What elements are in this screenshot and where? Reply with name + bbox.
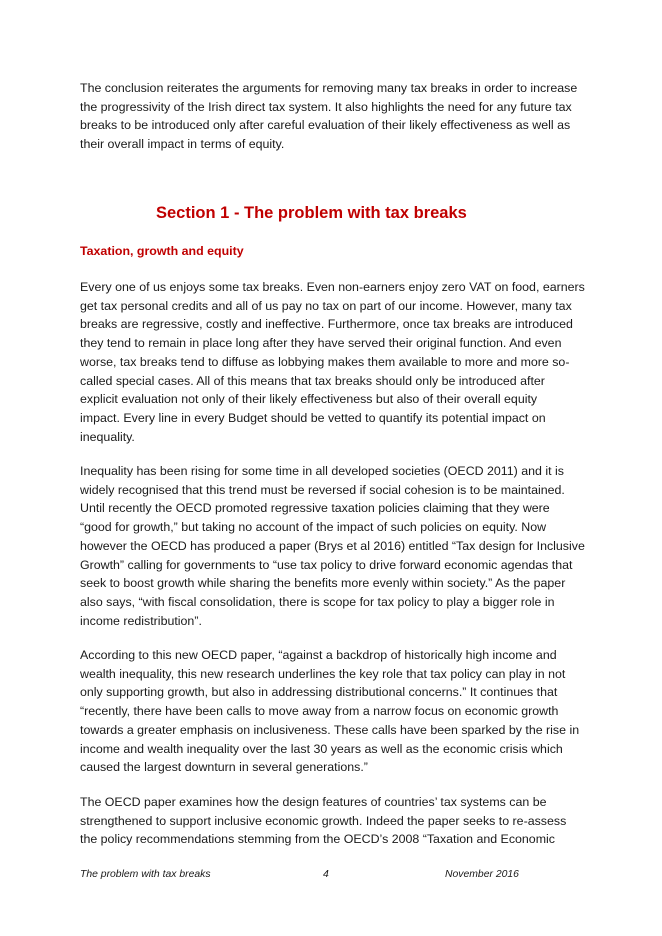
footer-date: November 2016 (445, 869, 519, 880)
text-line: Growth” calling for governments to “use tax policy to drive forward economic agendas that (80, 557, 573, 572)
text-line: towards a greater emphasis on inclusiveness. These calls have been sparked by the rise in (80, 722, 580, 737)
subheading: Taxation, growth and equity (80, 244, 244, 258)
text-line: The OECD paper examines how the design features of countries’ tax systems can be (80, 795, 547, 809)
text-line: inequality. (80, 429, 135, 444)
page-footer (0, 869, 662, 885)
text-line: income and wealth inequality over the last 30 years as well as the economic crisis which (80, 741, 563, 756)
text-line: income redistribution”. (80, 613, 202, 628)
text-line: breaks are regressive, costly and ineffective. Furthermore, once tax breaks are introduced (80, 317, 573, 332)
text-line: the progressivity of the Irish direct tax system. It also highlights the need for any future tax (80, 99, 572, 114)
text-line: widely recognised that this trend must be reversed if social cohesion is to be maintained. (80, 482, 565, 497)
text-line: breaks to be introduced only after careful evaluation of their likely effectiveness as well as (80, 118, 571, 133)
text-line: Every one of us enjoys some tax breaks. Even non-earners enjoy zero VAT on food, earners (80, 280, 585, 294)
body-paragraph (80, 646, 586, 777)
text-line: worse, tax breaks tend to diffuse as lobbying makes them available to more and more so- (80, 354, 570, 369)
section-title: Section 1 - The problem with tax breaks (156, 204, 467, 222)
text-line: Until recently the OECD promoted regressive taxation policies claiming that they were (80, 501, 550, 516)
text-line: the policy recommendations stemming from the OECD’s 2008 “Taxation and Economic (80, 832, 555, 847)
text-line: caused the largest downturn in several generations.” (80, 760, 368, 775)
text-line: their overall impact in terms of equity. (80, 137, 285, 152)
text-line: “recently, there have been calls to move away from a narrow focus on economic growth (80, 704, 559, 719)
text-line: seek to boost growth while sharing the benefits more evenly within society.” As the paper (80, 576, 566, 591)
text-line: explicit evaluation not only of their likely effectiveness but also of their overall equity (80, 392, 538, 407)
text-line: get tax personal credits and all of us pay no tax on part of our income. However, many tax (80, 298, 572, 313)
body-paragraph (80, 462, 586, 630)
text-line: only supporting growth, but also in addressing distributional concerns.” It continues that (80, 685, 558, 700)
text-line: also says, “with fiscal consolidation, there is scope for tax policy to play a bigger role in (80, 594, 555, 609)
body-paragraph (80, 278, 586, 446)
text-line: According to this new OECD paper, “against a backdrop of historically high income and (80, 648, 557, 662)
text-line: “good for growth,” but taking no account of the impact of such policies on equity. Now (80, 520, 547, 535)
text-line: impact. Every line in every Budget should be vetted to quantify its potential impact on (80, 410, 546, 425)
text-line: strengthened to support inclusive economic growth. Indeed the paper seeks to re-assess (80, 813, 567, 828)
footer-document-title: The problem with tax breaks (80, 869, 211, 880)
text-line: called special cases. All of this means that tax breaks should only be introduced after (80, 373, 545, 388)
body-paragraph (80, 793, 586, 849)
text-line: wealth inequality, this new research underlines the key role that tax policy can play in not (80, 666, 566, 681)
text-line: they tend to remain in place long after they have served their original function. And even (80, 336, 562, 351)
footer-page-number: 4 (323, 869, 329, 880)
text-line: Inequality has been rising for some time in all developed societies (OECD 2011) and it is (80, 464, 564, 478)
text-line: however the OECD has produced a paper (Brys et al 2016) entitled “Tax design for Inclusive (80, 538, 585, 553)
text-line: The conclusion reiterates the arguments for removing many tax breaks in order to increase (80, 81, 578, 95)
intro-paragraph (80, 79, 586, 154)
